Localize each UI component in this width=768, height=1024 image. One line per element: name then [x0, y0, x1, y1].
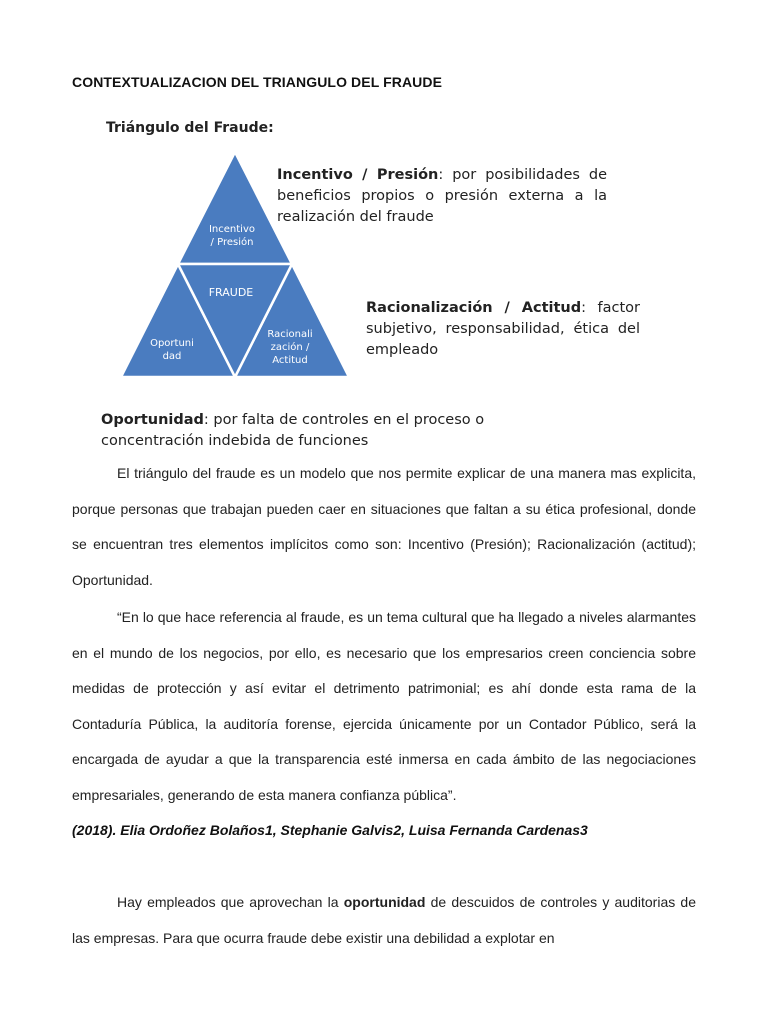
callout-incentivo	[277, 165, 607, 228]
callout-incentivo-term: Incentivo / Presión	[277, 167, 439, 183]
paragraph-3-before: Hay empleados que aprovechan la	[117, 894, 344, 910]
triangle-label-racionalizacion-2: zación /	[270, 342, 310, 353]
callout-oportunidad-text: : por falta de controles en el proceso o concentración indebida de funciones	[101, 412, 485, 449]
triangle-label-oportunidad-2: dad	[162, 351, 182, 362]
document-title: CONTEXTUALIZACION DEL TRIANGULO DEL FRAUDE	[72, 74, 443, 90]
paragraph-text: “En lo que hace referencia al fraude, es un tema cultural que ha llegado a niveles alarmantes en el mundo de los negocios, por ello, es necesario que los empresarios creen conciencia sobre medidas de protección y así evitar el detrimento patrimonial; es ahí donde esta rama de la Contaduría Pública, la auditoría forense, ejercida únicamente por un Contador Público, será la encargada de ayudar a que la transparencia esté inmersa en cada ámbito de las negociaciones empresariales, generando de esta manera confianza pública”.	[72, 609, 696, 803]
triangle-label-oportunidad-1: Oportuni	[150, 338, 194, 349]
paragraph-3-bold: oportunidad	[343, 894, 426, 910]
paragraph-3-after: de descuidos de controles y auditorias de las empresas. Para que ocurra fraude debe existir una debilidad a explotar en	[72, 894, 696, 946]
triangle-label-racionalizacion-1: Racionali	[267, 329, 313, 340]
callout-racionalizacion-term: Racionalización / Actitud	[366, 300, 582, 316]
callout-oportunidad	[101, 410, 521, 452]
figure-title: Triángulo del Fraude:	[106, 120, 274, 136]
triangle-label-fraude: FRAUDE	[208, 286, 254, 299]
callout-racionalizacion	[366, 298, 640, 361]
triangle-label-incentivo-2: / Presión	[210, 237, 254, 248]
paragraph-text	[72, 885, 696, 956]
callout-racionalizacion-text: : factor subjetivo, responsabilidad, ética del empleado	[366, 300, 640, 358]
citation: (2018). Elia Ordoñez Bolaños1, Stephanie Galvis2, Luisa Fernanda Cardenas3	[72, 822, 588, 838]
triangle-label-racionalizacion-3: Actitud	[272, 355, 308, 366]
body-paragraph-3	[72, 885, 696, 956]
triangle-label-incentivo-1: Incentivo	[208, 224, 256, 235]
body-paragraph-2	[72, 600, 696, 813]
body-paragraph-1	[72, 456, 696, 598]
callout-oportunidad-term: Oportunidad	[101, 412, 204, 428]
callout-incentivo-text: : por posibilidades de beneficios propios o presión externa a la realización del fraude	[277, 167, 607, 225]
paragraph-text: El triángulo del fraude es un modelo que nos permite explicar de una manera mas explicita, porque personas que trabajan pueden caer en situaciones que faltan a su ética profesional, donde se encuentran tres elementos implícitos como son: Incentivo (Presión); Racionalización (actitud); Oportunidad.	[72, 465, 696, 588]
